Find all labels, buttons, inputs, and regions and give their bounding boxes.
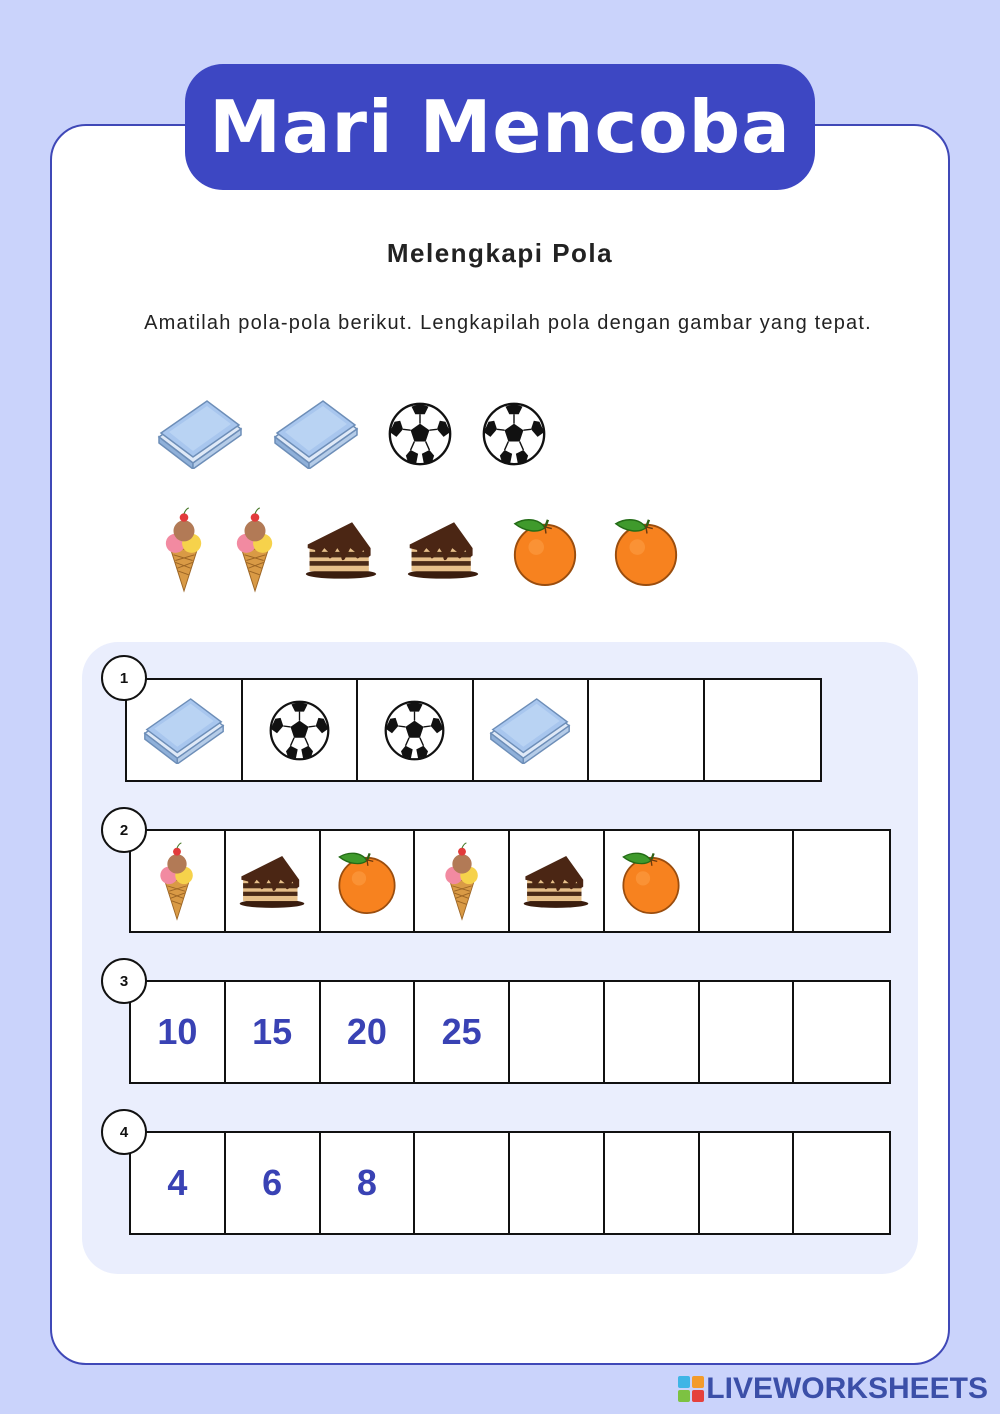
bank-ice-cream-item[interactable]	[162, 507, 206, 597]
pattern-cell	[131, 831, 226, 931]
ice-cream-icon[interactable]	[233, 507, 277, 593]
pattern-cell	[226, 1133, 321, 1233]
pattern-number: 10	[157, 1011, 198, 1052]
cake-icon[interactable]	[304, 520, 378, 580]
watermark-text: LIVEWORKSHEETS	[706, 1372, 988, 1405]
book-icon[interactable]	[271, 399, 361, 469]
pattern-cell	[226, 982, 321, 1082]
liveworksheets-logo-icon	[678, 1376, 704, 1402]
pattern-cell	[321, 982, 416, 1082]
bank-soccer-ball-item[interactable]	[387, 401, 453, 471]
pattern-row-3	[129, 980, 891, 1084]
answer-drop-slot[interactable]	[794, 831, 889, 931]
ice-cream-icon[interactable]	[162, 507, 206, 593]
soccer-ball-icon[interactable]	[387, 401, 453, 467]
question-number-badge: 1	[101, 655, 147, 701]
pattern-row-1	[125, 678, 822, 782]
answer-drop-slot[interactable]	[705, 680, 821, 780]
pattern-cell	[131, 1133, 226, 1233]
pattern-cell	[415, 831, 510, 931]
pattern-row-2	[129, 829, 891, 933]
bank-book-item[interactable]	[271, 399, 361, 473]
pattern-cell	[510, 831, 605, 931]
answer-drop-slot[interactable]	[510, 982, 605, 1082]
pattern-cell	[415, 982, 510, 1082]
orange-icon	[334, 846, 400, 916]
instruction-text: Amatilah pola-pola berikut. Lengkapilah pola dengan gambar yang tepat.	[144, 312, 872, 334]
pattern-cell	[243, 680, 359, 780]
book-icon	[487, 697, 573, 764]
soccer-ball-icon	[383, 699, 446, 762]
pattern-cell	[321, 831, 416, 931]
answer-drop-slot[interactable]	[794, 1133, 889, 1233]
pattern-cell	[358, 680, 474, 780]
book-icon[interactable]	[155, 399, 245, 469]
question-number-badge: 4	[101, 1109, 147, 1155]
answer-drop-slot[interactable]	[510, 1133, 605, 1233]
bank-cake-item[interactable]	[304, 520, 378, 584]
orange-icon[interactable]	[610, 512, 682, 588]
pattern-cell	[131, 982, 226, 1082]
pattern-number: 15	[252, 1011, 293, 1052]
question-number-badge: 2	[101, 807, 147, 853]
cake-icon[interactable]	[406, 520, 480, 580]
pattern-number: 6	[262, 1162, 283, 1203]
bank-orange-item[interactable]	[610, 512, 682, 592]
book-icon	[141, 697, 227, 764]
bank-orange-item[interactable]	[509, 512, 581, 592]
answer-drop-slot[interactable]	[700, 831, 795, 931]
bank-ice-cream-item[interactable]	[233, 507, 277, 597]
answer-drop-slot[interactable]	[589, 680, 705, 780]
pattern-number: 8	[356, 1162, 377, 1203]
cake-icon	[238, 854, 306, 909]
answer-drop-slot[interactable]	[415, 1133, 510, 1233]
pattern-cell	[605, 831, 700, 931]
title-banner	[185, 64, 815, 190]
section-subtitle: Melengkapi Pola	[386, 238, 614, 268]
question-number-badge: 3	[101, 958, 147, 1004]
ice-cream-icon	[157, 842, 197, 921]
pattern-number: 25	[441, 1011, 482, 1052]
pattern-cell	[226, 831, 321, 931]
answer-drop-slot[interactable]	[605, 982, 700, 1082]
pattern-cell	[474, 680, 590, 780]
orange-icon[interactable]	[509, 512, 581, 588]
liveworksheets-watermark	[678, 1372, 988, 1406]
answer-drop-slot[interactable]	[605, 1133, 700, 1233]
answer-drop-slot[interactable]	[700, 1133, 795, 1233]
pattern-cell	[127, 680, 243, 780]
answer-drop-slot[interactable]	[700, 982, 795, 1082]
bank-book-item[interactable]	[155, 399, 245, 473]
pattern-row-4	[129, 1131, 891, 1235]
orange-icon	[618, 846, 684, 916]
answer-drop-slot[interactable]	[794, 982, 889, 1082]
bank-cake-item[interactable]	[406, 520, 480, 584]
cake-icon	[522, 854, 590, 909]
pattern-number: 4	[167, 1162, 188, 1203]
soccer-ball-icon	[268, 699, 331, 762]
ice-cream-icon	[442, 842, 482, 921]
page-title: Mari Mencoba	[209, 85, 791, 169]
pattern-cell	[321, 1133, 416, 1233]
pattern-number: 20	[346, 1011, 387, 1052]
bank-soccer-ball-item[interactable]	[481, 401, 547, 471]
soccer-ball-icon[interactable]	[481, 401, 547, 467]
